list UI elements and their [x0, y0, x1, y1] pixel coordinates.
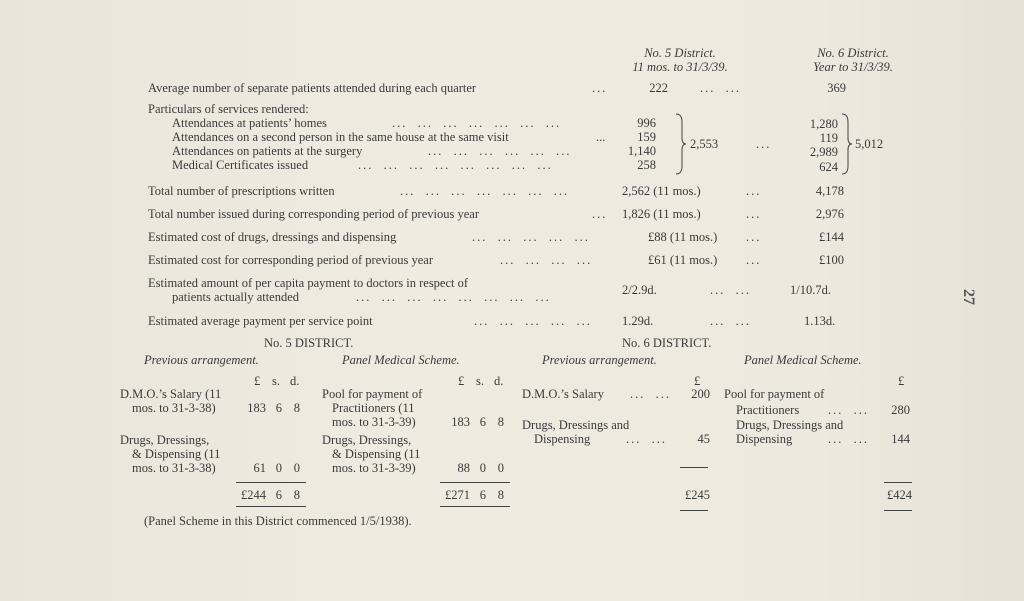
d6-pound-sign: £ — [694, 374, 701, 388]
leader-dots: ... ... — [828, 432, 869, 446]
row-service-v2: 1.13d. — [804, 314, 836, 328]
leader-dots: ... — [756, 137, 772, 151]
d5-panel-item2-line2: & Dispensing (11 — [332, 447, 421, 461]
row-certs-label: Medical Certificates issued — [172, 158, 309, 172]
page-number: 27 — [960, 289, 977, 305]
district6-panel-heading: Panel Medical Scheme. — [744, 353, 862, 367]
leader-dots: ... — [746, 253, 762, 267]
leader-dots: ... ... — [626, 432, 667, 446]
row-capita-label-cont: patients actually attended — [172, 290, 300, 304]
leader-dots: ... ... ... ... ... ... ... ... — [356, 290, 551, 304]
col2-title: No. 6 District. — [817, 46, 889, 60]
leader-dots: ... — [746, 230, 762, 244]
lsd-shilling: s. — [272, 374, 280, 388]
d5-prev-total-pounds: £244 — [241, 488, 266, 502]
d6-panel-total: £424 — [887, 488, 912, 502]
leader-dots: ... ... ... ... ... ... ... — [400, 184, 570, 198]
row-service-v1: 1.29d. — [622, 314, 654, 328]
particulars-heading: Particulars of services rendered: — [148, 102, 309, 116]
row-avg-v1: 222 — [649, 81, 668, 95]
leader-dots: ... ... ... ... — [500, 253, 593, 267]
row-surgery-v1: 1,140 — [627, 144, 656, 158]
d5-prev-item1-line2: mos. to 31-3-38) — [132, 401, 216, 415]
d5-prev-item2-pounds: 61 — [253, 461, 266, 475]
d5-panel-total-shillings: 6 — [479, 488, 486, 502]
lsd-pound: £ — [458, 374, 465, 388]
rule-line — [440, 506, 510, 507]
leader-dots: ... ... ... ... ... — [474, 314, 592, 328]
rule-line — [236, 482, 306, 483]
row-cost-v1: £88 (11 mos.) — [648, 230, 718, 244]
rule-line — [680, 510, 708, 511]
d5-panel-item2-line3: mos. to 31-3-39) — [332, 461, 416, 475]
d5-prev-item2-shillings: 0 — [275, 461, 282, 475]
row-capita-label: Estimated amount of per capita payment to doctors in respect of — [148, 276, 469, 290]
d5-prev-item2-pence: 0 — [293, 461, 300, 475]
right-brace-icon — [840, 112, 854, 176]
leader-dots: ... — [592, 207, 608, 221]
lsd-pence: d. — [494, 374, 504, 388]
d6-pound-sign: £ — [898, 374, 905, 388]
col1-subtitle: 11 mos. to 31/3/39. — [632, 60, 728, 74]
d5-panel-item1-line3: mos. to 31-3-39) — [332, 415, 416, 429]
d5-prev-total-shillings: 6 — [275, 488, 282, 502]
leader-dots: ... ... ... ... ... — [472, 230, 590, 244]
district5-title: No. 5 DISTRICT. — [264, 336, 354, 350]
leader-dots: ... — [596, 130, 606, 144]
d6-panel-item2-line2: Dispensing — [736, 432, 793, 446]
total-district5: 2,553 — [690, 137, 719, 151]
row-capita-v1: 2/2.9d. — [622, 283, 657, 297]
lsd-shilling: s. — [476, 374, 484, 388]
d6-prev-item2-value: 45 — [697, 432, 710, 446]
district6-prev-heading: Previous arrangement. — [542, 353, 657, 367]
leader-dots: ... — [746, 207, 762, 221]
total-district6: 5,012 — [855, 137, 884, 151]
row-cost-v2: £144 — [819, 230, 844, 244]
row-costprev-v2: £100 — [819, 253, 844, 267]
leader-dots: ... ... — [828, 403, 869, 417]
row-homes-v2: 1,280 — [809, 117, 838, 131]
row-presc-v2: 4,178 — [815, 184, 844, 198]
d5-prev-item2-line3: mos. to 31-3-38) — [132, 461, 216, 475]
d6-panel-item1-value: 280 — [891, 403, 910, 417]
col1-title: No. 5 District. — [644, 46, 716, 60]
d6-prev-item1-line1: D.M.O.’s Salary — [522, 387, 604, 401]
leader-dots: ... ... ... ... ... ... ... ... — [358, 158, 553, 172]
row-homes-v1: 996 — [637, 116, 656, 130]
row-costprev-label: Estimated cost for corresponding period of previous year — [148, 253, 433, 267]
d5-panel-item1-shillings: 6 — [479, 415, 486, 429]
d5-panel-item2-pence: 0 — [497, 461, 504, 475]
d5-panel-item2-shillings: 0 — [479, 461, 486, 475]
d6-panel-item2-line1: Drugs, Dressings and — [736, 418, 844, 432]
row-avg-v2: 369 — [827, 81, 846, 95]
row-prev-v2: 2,976 — [815, 207, 844, 221]
d6-prev-item2-line2: Dispensing — [534, 432, 591, 446]
d5-panel-item2-line1: Drugs, Dressings, — [322, 433, 412, 447]
col2-subtitle: Year to 31/3/39. — [813, 60, 893, 74]
leader-dots: ... ... — [630, 387, 671, 401]
district5-panel-heading: Panel Medical Scheme. — [342, 353, 460, 367]
leader-dots: ... ... — [710, 283, 751, 297]
rule-line — [884, 482, 912, 483]
d5-panel-item1-pounds: 183 — [451, 415, 470, 429]
d6-prev-total: £245 — [685, 488, 710, 502]
d5-prev-item2-line2: & Dispensing (11 — [132, 447, 221, 461]
leader-dots: ... ... ... ... ... ... ... — [392, 116, 562, 130]
row-surgery-label: Attendances on patients at the surgery — [172, 144, 363, 158]
leader-dots: ... ... ... ... ... ... — [428, 144, 572, 158]
row-avg-label: Average number of separate patients attended during each quarter — [148, 81, 477, 95]
rule-line — [680, 467, 708, 468]
d5-panel-item1-line2: Practitioners (11 — [332, 401, 415, 415]
row-presc-label: Total number of prescriptions written — [148, 184, 335, 198]
row-homes-label: Attendances at patients’ homes — [172, 116, 327, 130]
district5-prev-heading: Previous arrangement. — [144, 353, 259, 367]
rule-line — [884, 510, 912, 511]
row-second-label: Attendances on a second person in the same house at the same visit — [172, 130, 509, 144]
d6-prev-item2-line1: Drugs, Dressings and — [522, 418, 630, 432]
d5-panel-item1-line1: Pool for payment of — [322, 387, 423, 401]
row-second-v1: 159 — [637, 130, 656, 144]
district6-title: No. 6 DISTRICT. — [622, 336, 712, 350]
row-prev-label: Total number issued during corresponding period of previous year — [148, 207, 479, 221]
footnote: (Panel Scheme in this District commenced 1/5/1938). — [144, 514, 412, 528]
row-capita-v2: 1/10.7d. — [790, 283, 831, 297]
rule-line — [440, 482, 510, 483]
row-cost-label: Estimated cost of drugs, dressings and dispensing — [148, 230, 397, 244]
d5-prev-item1-shillings: 6 — [275, 401, 282, 415]
row-surgery-v2: 2,989 — [809, 145, 838, 159]
lsd-pound: £ — [254, 374, 261, 388]
d5-panel-item1-pence: 8 — [497, 415, 504, 429]
leader-dots: ... — [746, 184, 762, 198]
row-prev-v1: 1,826 (11 mos.) — [622, 207, 701, 221]
leader-dots: ... ... — [710, 314, 751, 328]
d5-panel-item2-pounds: 88 — [457, 461, 470, 475]
d5-prev-item1-pence: 8 — [293, 401, 300, 415]
row-certs-v2: 624 — [819, 160, 838, 174]
leader-dots: ... — [592, 81, 608, 95]
row-service-label: Estimated average payment per service point — [148, 314, 373, 328]
rule-line — [236, 506, 306, 507]
row-second-v2: 119 — [819, 131, 838, 145]
d5-prev-item2-line1: Drugs, Dressings, — [120, 433, 210, 447]
row-costprev-v1: £61 (11 mos.) — [648, 253, 718, 267]
d6-prev-item1-value: 200 — [691, 387, 710, 401]
d5-prev-total-pence: 8 — [293, 488, 300, 502]
lsd-pence: d. — [290, 374, 300, 388]
d6-panel-item1-line1: Pool for payment of — [724, 387, 825, 401]
row-certs-v1: 258 — [637, 158, 656, 172]
row-presc-v1: 2,562 (11 mos.) — [622, 184, 701, 198]
d5-panel-total-pounds: £271 — [445, 488, 470, 502]
d5-prev-item1-line1: D.M.O.’s Salary (11 — [120, 387, 222, 401]
d5-prev-item1-pounds: 183 — [247, 401, 266, 415]
d5-panel-total-pence: 8 — [497, 488, 504, 502]
d6-panel-item1-line2: Practitioners — [736, 403, 800, 417]
leader-dots: ... ... — [700, 81, 741, 95]
d6-panel-item2-value: 144 — [891, 432, 910, 446]
right-brace-icon — [674, 112, 688, 176]
